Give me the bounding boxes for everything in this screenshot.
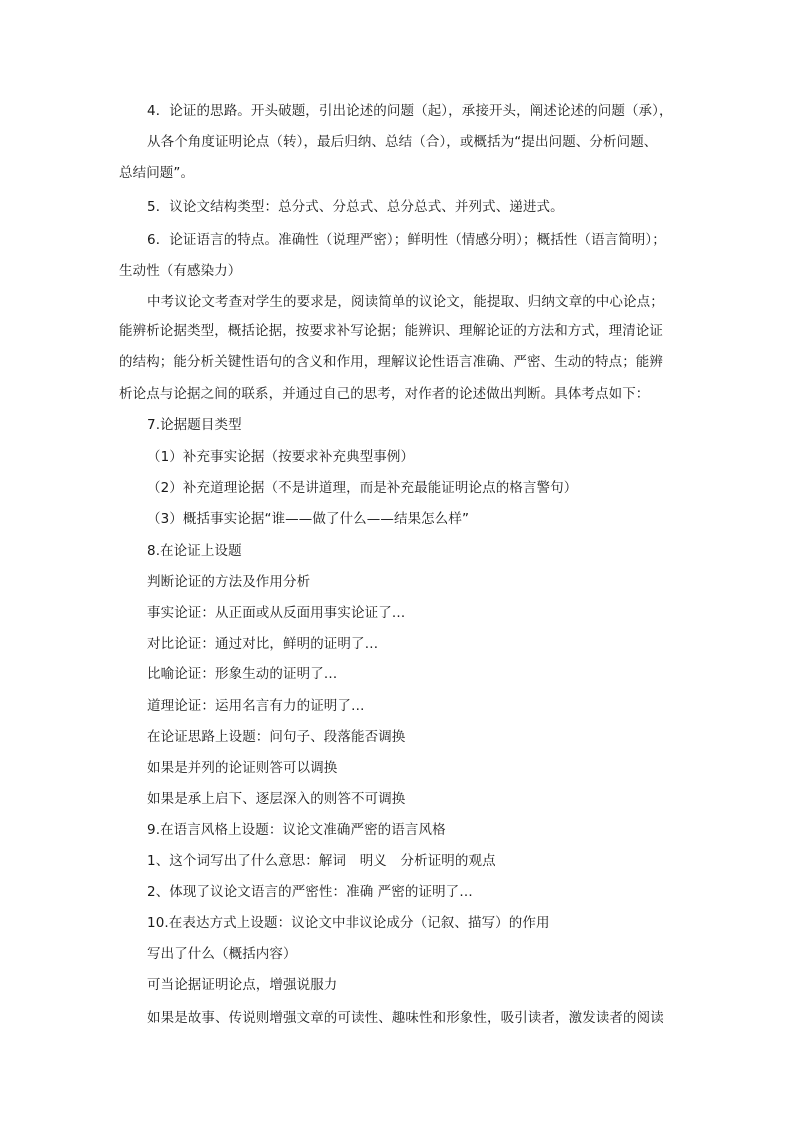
text-line: 2、体现了议论文语言的严密性：准确 严密的证明了…	[147, 884, 473, 900]
text-line: 事实论证：从正面或从反面用事实论证了…	[147, 605, 406, 621]
text-line: （1）补充事实论据（按要求补充典型事例）	[147, 449, 415, 465]
text-line: 4．论证的思路。开头破题，引出论述的问题（起），承接开头，阐述论述的问题（承），	[147, 103, 673, 119]
text-line: 析论点与论据之间的联系，并通过自己的思考，对作者的论述做出判断。具体考点如下：	[119, 386, 650, 402]
text-line: 比喻论证：形象生动的证明了…	[147, 666, 338, 682]
text-line: 的结构；能分析关键性语句的含义和作用，理解议论性语言准确、严密、生动的特点；能辨	[119, 354, 663, 370]
text-line: 5．议论文结构类型：总分式、分总式、总分总式、并列式、递进式。	[147, 199, 564, 215]
text-line: 生动性（有感染力）	[119, 263, 242, 279]
text-line: 10.在表达方式上设题：议论文中非议论成分（记叙、描写）的作用	[147, 915, 550, 931]
text-line: 对比论证：通过对比，鲜明的证明了…	[147, 636, 379, 652]
text-line: （2）补充道理论据（不是讲道理，而是补充最能证明论点的格言警句）	[147, 480, 578, 496]
text-line: 从各个角度证明论点（转），最后归纳、总结（合），或概括为“提出问题、分析问题、	[147, 134, 658, 150]
text-line: 写出了什么（概括内容）	[147, 946, 297, 962]
text-line: 判断论证的方法及作用分析	[147, 574, 311, 590]
text-line: 6．论证语言的特点。准确性（说理严密）；鲜明性（情感分明）；概括性（语言简明）；	[147, 232, 666, 248]
text-line: 在论证思路上设题：问句子、段落能否调换	[147, 729, 406, 745]
text-line: 如果是承上启下、逐层深入的则答不可调换	[147, 791, 406, 807]
text-line: 1、这个词写出了什么意思：解词 明义 分析证明的观点	[147, 853, 496, 869]
text-line: 如果是并列的论证则答可以调换	[147, 760, 338, 776]
text-line: 中考议论文考查对学生的要求是，阅读简单的议论文，能提取、归纳文章的中心论点；	[147, 294, 664, 310]
text-line: 9.在语言风格上设题：议论文准确严密的语言风格	[147, 822, 446, 838]
text-line: 道理论证：运用名言有力的证明了…	[147, 698, 365, 714]
text-line: 8.在论证上设题	[147, 543, 242, 559]
text-line: 可当论据证明论点，增强说服力	[147, 977, 338, 993]
text-line: （3）概括事实论据“谁——做了什么——结果怎么样”	[147, 511, 470, 527]
text-line: 如果是故事、传说则增强文章的可读性、趣味性和形象性，吸引读者，激发读者的阅读	[147, 1010, 664, 1026]
text-line: 能辨析论据类型，概括论据，按要求补写论据；能辨识、理解论证的方法和方式，理清论证	[119, 323, 663, 339]
text-line: 总结问题”。	[119, 165, 195, 181]
text-line: 7.论据题目类型	[147, 417, 242, 433]
